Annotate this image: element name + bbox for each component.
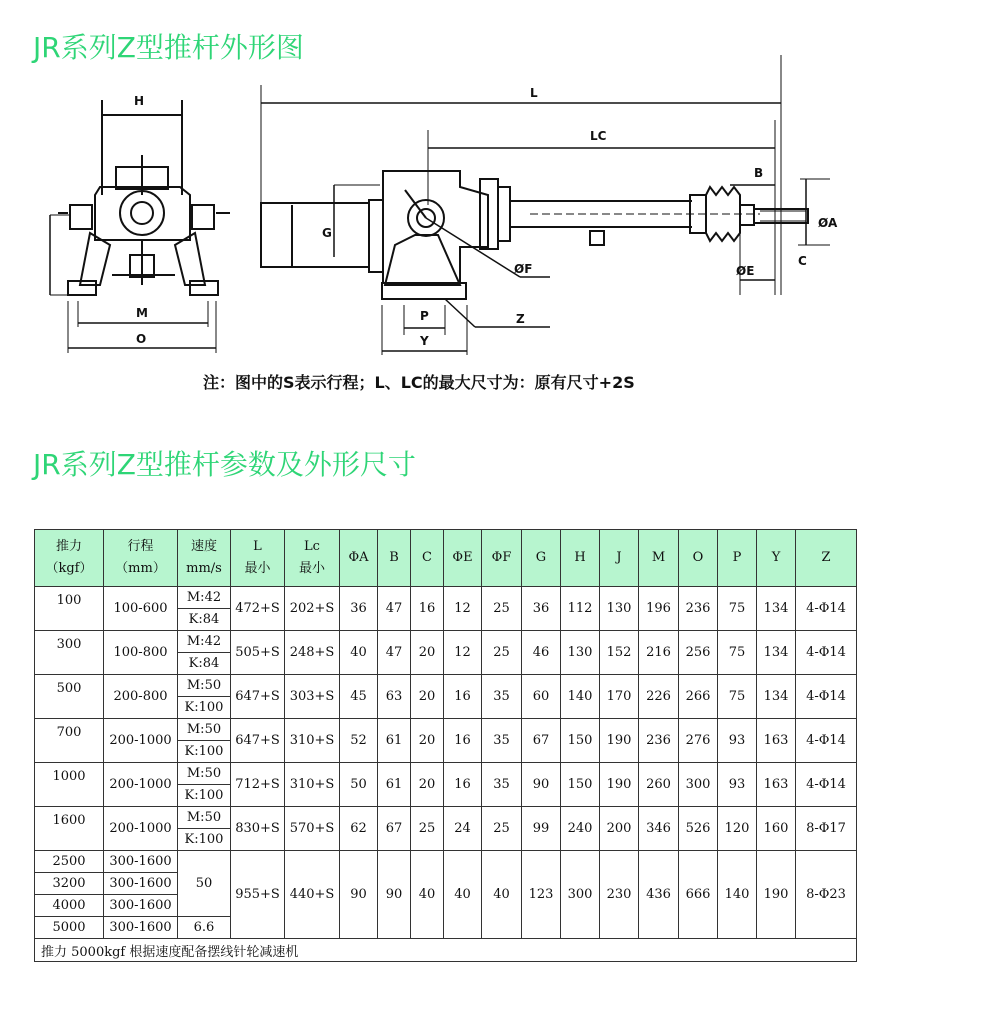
cell-H: 112 — [561, 587, 600, 631]
table-footnote-row — [35, 939, 857, 962]
cell-stroke: 200-1000 — [104, 763, 178, 807]
cell-F: 25 — [482, 587, 522, 631]
cell-stroke: 200-1000 — [104, 807, 178, 851]
cell-Lc: 310+S — [285, 719, 340, 763]
spec-table — [34, 529, 857, 962]
cell-Z: 4-Φ14 — [796, 631, 857, 675]
cell-Z: 4-Φ14 — [796, 719, 857, 763]
cell-Z: 4-Φ14 — [796, 763, 857, 807]
header-P: P — [718, 530, 757, 587]
cell-F: 35 — [482, 763, 522, 807]
cell-Lc: 303+S — [285, 675, 340, 719]
cell-L: 712+S — [231, 763, 285, 807]
cell-G: 67 — [522, 719, 561, 763]
cell-P: 93 — [718, 763, 757, 807]
cell-H: 150 — [561, 763, 600, 807]
cell-E: 12 — [444, 631, 482, 675]
cell-Z: 8-Φ23 — [796, 851, 857, 939]
cell-speed-m: M:42 — [178, 587, 231, 609]
header-M: M — [639, 530, 679, 587]
cell-G: 36 — [522, 587, 561, 631]
cell-H: 150 — [561, 719, 600, 763]
cell-Y: 134 — [757, 675, 796, 719]
cell-F: 35 — [482, 675, 522, 719]
cell-Z: 8-Φ17 — [796, 807, 857, 851]
cell-speed-k: K:84 — [178, 653, 231, 675]
table-title: JR系列Z型推杆参数及外形尺寸 — [33, 448, 416, 481]
cell-B: 90 — [378, 851, 411, 939]
cell-G: 123 — [522, 851, 561, 939]
drawing-note: 注：图中的S表示行程；L、LC的最大尺寸为：原有尺寸+2S — [203, 373, 635, 392]
header-Y: Y — [757, 530, 796, 587]
cell-J: 130 — [600, 587, 639, 631]
cell-B: 63 — [378, 675, 411, 719]
header-stroke: 行程 （mm） — [104, 530, 178, 587]
cell-P: 75 — [718, 631, 757, 675]
label-Z: Z — [516, 312, 525, 326]
cell-E: 24 — [444, 807, 482, 851]
cell-speed-k: K:100 — [178, 785, 231, 807]
label-L: L — [530, 86, 538, 100]
cell-O: 666 — [679, 851, 718, 939]
label-H: H — [134, 94, 145, 108]
header-Lc: Lc 最小 — [285, 530, 340, 587]
cell-C: 20 — [411, 631, 444, 675]
cell-E: 12 — [444, 587, 482, 631]
table-row — [35, 719, 857, 741]
cell-A: 62 — [340, 807, 378, 851]
cell-O: 256 — [679, 631, 718, 675]
cell-C: 16 — [411, 587, 444, 631]
cell-L: 472+S — [231, 587, 285, 631]
cell-Lc: 570+S — [285, 807, 340, 851]
label-O: O — [136, 332, 147, 346]
header-O: O — [679, 530, 718, 587]
label-P: P — [420, 309, 429, 323]
cell-thrust: 1000 — [35, 763, 104, 807]
cell-speed-k: K:100 — [178, 829, 231, 851]
cell-speed-k: K:100 — [178, 697, 231, 719]
cell-speed-m: M:50 — [178, 807, 231, 829]
cell-E: 16 — [444, 763, 482, 807]
cell-Lc: 248+S — [285, 631, 340, 675]
cell-M: 260 — [639, 763, 679, 807]
cell-O: 276 — [679, 719, 718, 763]
cell-C: 20 — [411, 719, 444, 763]
cell-thrust: 2500 — [35, 851, 104, 873]
cell-H: 300 — [561, 851, 600, 939]
cell-E: 16 — [444, 719, 482, 763]
cell-P: 93 — [718, 719, 757, 763]
cell-F: 40 — [482, 851, 522, 939]
label-phiF: ØF — [514, 262, 533, 276]
label-phiA: ØA — [818, 216, 838, 230]
cell-thrust: 5000 — [35, 917, 104, 939]
table-row — [35, 631, 857, 653]
cell-O: 266 — [679, 675, 718, 719]
cell-speed-m: M:50 — [178, 675, 231, 697]
actuator-outline-drawing — [40, 55, 838, 365]
cell-O: 300 — [679, 763, 718, 807]
header-C: C — [411, 530, 444, 587]
cell-E: 40 — [444, 851, 482, 939]
cell-thrust: 300 — [35, 631, 104, 675]
cell-thrust: 100 — [35, 587, 104, 631]
cell-M: 346 — [639, 807, 679, 851]
cell-L: 647+S — [231, 675, 285, 719]
cell-P: 120 — [718, 807, 757, 851]
cell-speed-k: K:84 — [178, 609, 231, 631]
cell-A: 45 — [340, 675, 378, 719]
cell-Lc: 440+S — [285, 851, 340, 939]
cell-thrust: 500 — [35, 675, 104, 719]
cell-B: 61 — [378, 763, 411, 807]
cell-G: 90 — [522, 763, 561, 807]
table-row-group — [35, 851, 857, 873]
cell-J: 170 — [600, 675, 639, 719]
cell-M: 226 — [639, 675, 679, 719]
header-Z: Z — [796, 530, 857, 587]
cell-C: 20 — [411, 763, 444, 807]
cell-Y: 163 — [757, 763, 796, 807]
drawing-title: JR系列Z型推杆外形图 — [33, 31, 304, 64]
header-H: H — [561, 530, 600, 587]
cell-P: 75 — [718, 675, 757, 719]
cell-stroke: 300-1600 — [104, 917, 178, 939]
cell-L: 505+S — [231, 631, 285, 675]
cell-M: 236 — [639, 719, 679, 763]
label-LC: LC — [590, 129, 607, 143]
header-thrust: 推力 （kgf） — [35, 530, 104, 587]
cell-L: 830+S — [231, 807, 285, 851]
cell-P: 75 — [718, 587, 757, 631]
cell-thrust: 3200 — [35, 873, 104, 895]
cell-thrust: 1600 — [35, 807, 104, 851]
cell-C: 25 — [411, 807, 444, 851]
cell-J: 152 — [600, 631, 639, 675]
cell-G: 60 — [522, 675, 561, 719]
cell-J: 190 — [600, 719, 639, 763]
table-header-row — [35, 530, 857, 587]
cell-speed-m: M:50 — [178, 719, 231, 741]
table-row — [35, 807, 857, 829]
cell-M: 216 — [639, 631, 679, 675]
cell-M: 436 — [639, 851, 679, 939]
cell-E: 16 — [444, 675, 482, 719]
header-G: G — [522, 530, 561, 587]
cell-O: 526 — [679, 807, 718, 851]
header-L: L 最小 — [231, 530, 285, 587]
cell-speed: 50 — [178, 851, 231, 917]
table-footnote: 推力 5000kgf 根据速度配备摆线针轮减速机 — [35, 939, 857, 962]
table-row — [35, 763, 857, 785]
table-row — [35, 675, 857, 697]
cell-A: 36 — [340, 587, 378, 631]
cell-L: 647+S — [231, 719, 285, 763]
label-M: M — [136, 306, 148, 320]
cell-Z: 4-Φ14 — [796, 587, 857, 631]
cell-J: 190 — [600, 763, 639, 807]
cell-H: 140 — [561, 675, 600, 719]
cell-A: 52 — [340, 719, 378, 763]
cell-H: 130 — [561, 631, 600, 675]
cell-speed-m: M:42 — [178, 631, 231, 653]
cell-Y: 134 — [757, 631, 796, 675]
cell-B: 61 — [378, 719, 411, 763]
cell-A: 40 — [340, 631, 378, 675]
cell-stroke: 100-800 — [104, 631, 178, 675]
cell-speed: 6.6 — [178, 917, 231, 939]
cell-J: 230 — [600, 851, 639, 939]
cell-B: 47 — [378, 587, 411, 631]
label-B: B — [754, 166, 764, 180]
header-speed: 速度 mm/s — [178, 530, 231, 587]
label-C: C — [798, 254, 807, 268]
cell-Y: 190 — [757, 851, 796, 939]
cell-Y: 163 — [757, 719, 796, 763]
cell-stroke: 300-1600 — [104, 895, 178, 917]
cell-stroke: 300-1600 — [104, 851, 178, 873]
cell-P: 140 — [718, 851, 757, 939]
header-J: J — [600, 530, 639, 587]
cell-G: 46 — [522, 631, 561, 675]
cell-F: 25 — [482, 631, 522, 675]
cell-L: 955+S — [231, 851, 285, 939]
cell-thrust: 4000 — [35, 895, 104, 917]
cell-C: 20 — [411, 675, 444, 719]
cell-thrust: 700 — [35, 719, 104, 763]
cell-Y: 134 — [757, 587, 796, 631]
cell-stroke: 200-800 — [104, 675, 178, 719]
header-F: ΦF — [482, 530, 522, 587]
cell-J: 200 — [600, 807, 639, 851]
cell-Y: 160 — [757, 807, 796, 851]
cell-F: 25 — [482, 807, 522, 851]
cell-M: 196 — [639, 587, 679, 631]
cell-Lc: 310+S — [285, 763, 340, 807]
cell-G: 99 — [522, 807, 561, 851]
cell-Lc: 202+S — [285, 587, 340, 631]
cell-F: 35 — [482, 719, 522, 763]
cell-speed-k: K:100 — [178, 741, 231, 763]
cell-stroke: 100-600 — [104, 587, 178, 631]
cell-stroke: 200-1000 — [104, 719, 178, 763]
cell-Z: 4-Φ14 — [796, 675, 857, 719]
cell-speed-m: M:50 — [178, 763, 231, 785]
label-G: G — [322, 226, 332, 240]
header-E: ΦE — [444, 530, 482, 587]
cell-B: 67 — [378, 807, 411, 851]
cell-A: 50 — [340, 763, 378, 807]
cell-O: 236 — [679, 587, 718, 631]
header-B: B — [378, 530, 411, 587]
cell-A: 90 — [340, 851, 378, 939]
table-row — [35, 587, 857, 609]
label-phiE: ØE — [736, 264, 755, 278]
cell-B: 47 — [378, 631, 411, 675]
label-Y: Y — [420, 334, 429, 348]
cell-C: 40 — [411, 851, 444, 939]
header-A: ΦA — [340, 530, 378, 587]
cell-stroke: 300-1600 — [104, 873, 178, 895]
cell-H: 240 — [561, 807, 600, 851]
